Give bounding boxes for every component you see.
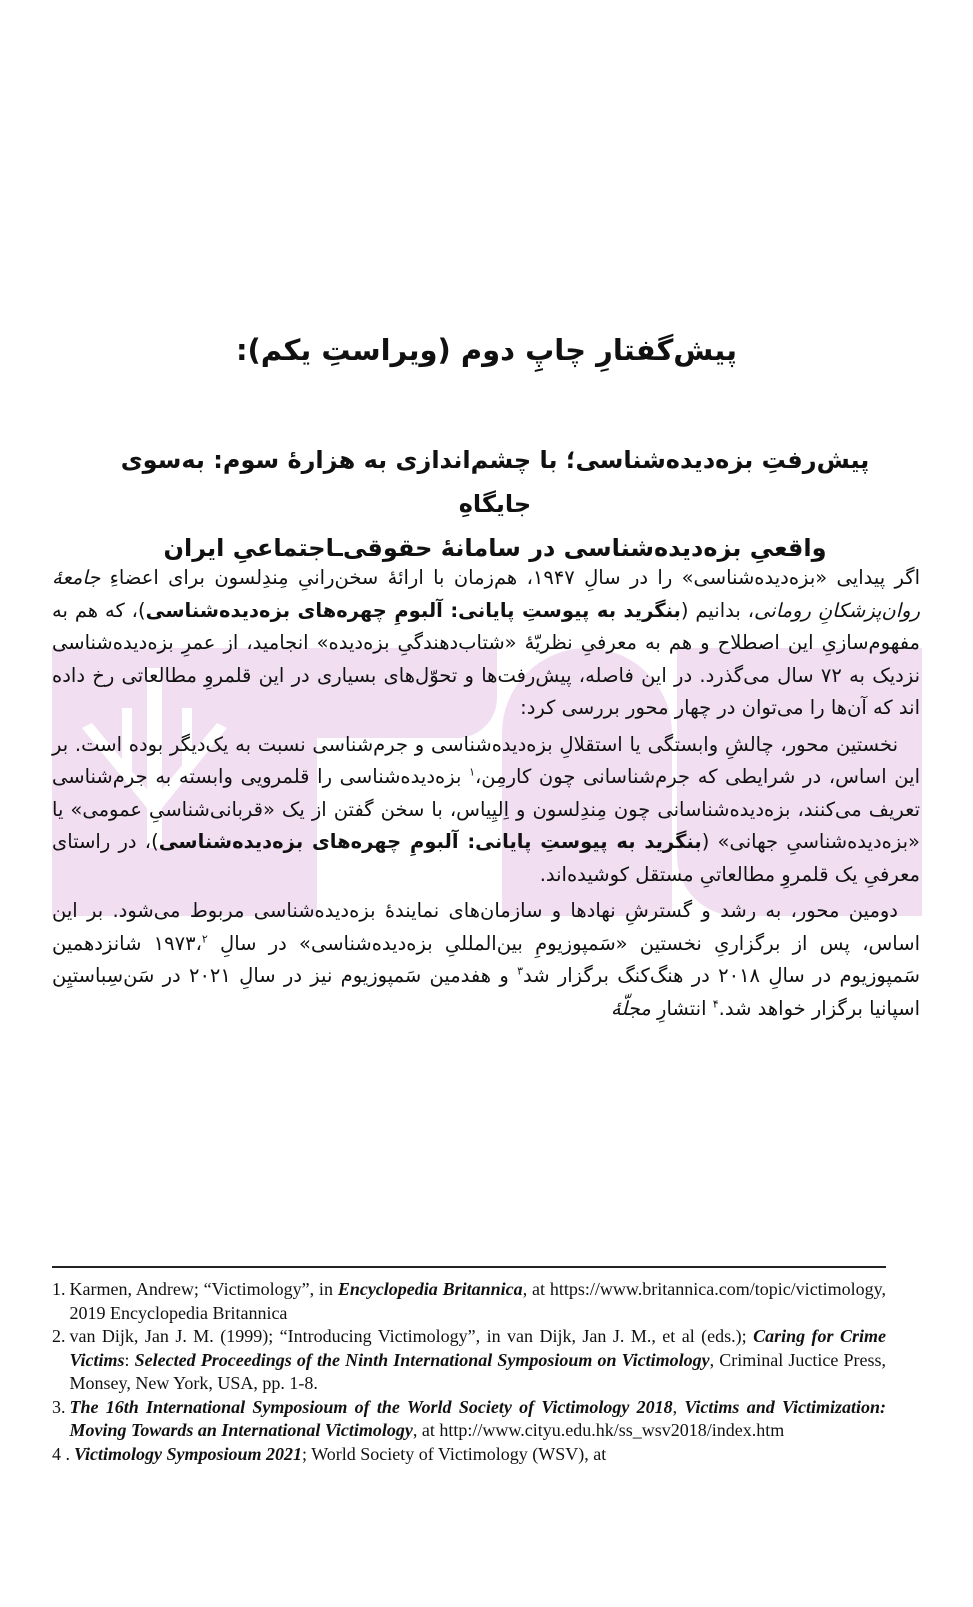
paragraph-3: دومین محور، به رشد و گسترشِ نهادها و سازمان‌های نمایندهٔ بزه‌دیده‌شناسی مربوط می‌شود. بر این اساس، پس از برگزاریِ نخستین «سَمپوزیومِ بین‌المللیِ بزه‌دیده‌شناسی» در سالِ ۱۹۷۳،$^۲$ شانزدهمین سَمپوزیوم در سالِ ۲۰۱۸ در هنگ‌کنگ برگزار شد$^۳$ و هفدمین سَمپوزیوم نیز در سالِ ۲۰۲۱ در سَن‌سِباستیِن اسپانیا برگزار خواهد شد.$^۴$ انتشارِ مجلّهٔ <box>52 899 921 1020</box>
footnote-4: 4 . Victimology Symposioum 2021; World Society of Victimology (WSV), at <box>52 1443 886 1467</box>
footnote-2: 2. van Dijk, Jan J. M. (1999); “Introducing Victimology”, in van Dijk, Jan J. M., et al (eds.); Caring for Crime Victims: Selected Proceedings of the Ninth International Symposioum on Victimology, Criminal Juctice Press, Monsey, New York, USA, pp. 1-8. <box>52 1325 886 1396</box>
footnote-number: 3. <box>52 1396 66 1417</box>
footnote-number: 2. <box>52 1326 66 1346</box>
footnotes <box>52 1278 886 1466</box>
paragraph-1: اگر پیدایی «بزه‌دیده‌شناسی» را در سالِ ۱۹۴۷، هم‌زمان با ارائهٔ سخن‌رانیِ مِندِلسون برای اعضاءِ جامعهٔ روان‌پزشکانِ رومانی، بدانیم (بنگرید به پیوستِ پایانی: آلبومِ چهره‌های بزه‌دیده‌شناسی)، که هم به مفهوم‌سازیِ این اصطلاح و هم به معرفیِ نظریّهٔ «شتاب‌دهندگیِ بزه‌دیده» انجامید، از عمرِ بزه‌دیده‌شناسی نزدیک به ۷۲ سال می‌گذرد. در این فاصله، پیش‌رفت‌ها و تحوّل‌های بسیاری در این قلمروِ مطالعاتی رخ داده اند که آن‌ها را می‌توان در چهار محور بررسی کرد: <box>52 566 921 719</box>
footnote-ref-2[interactable]: ۲ <box>201 932 208 945</box>
footnote-ref-4[interactable]: ۴ <box>712 997 719 1010</box>
appendix-reference: بنگرید به پیوستِ پایانی: آلبومِ چهره‌های بزه‌دیده‌شناسی <box>145 598 681 622</box>
footnote-ref-1[interactable]: ۱ <box>469 765 476 779</box>
footnote-3: 3. The 16th International Symposioum of the World Society of Victimology 2018, Victims and Victimization: Moving Towards an International Victimology, at http://www.cityu.edu.hk/ss_wsv2018/index.htm <box>52 1396 886 1443</box>
section-title-line-1: پیش‌رفتِ بزه‌دیده‌شناسی؛ با چشم‌اندازی به هزارهٔ سوم: به‌سوی جایگاهِ <box>120 446 870 518</box>
footnote-number: 4 . <box>52 1443 70 1464</box>
footnote-ref-3[interactable]: ۳ <box>517 964 523 978</box>
body-text <box>52 562 920 1025</box>
journal-name-italic: جامعهٔ روان‌پزشکانِ رومانی <box>52 566 920 622</box>
footnote-number: 1. <box>52 1279 66 1299</box>
section-title-line-2: واقعیِ بزه‌دیده‌شناسی در سامانهٔ حقوقی‌ـاجتماعیِ ایران <box>163 534 827 562</box>
footnote-1: 1. Karmen, Andrew; “Victimology”, in Encyclopedia Britannica, at https://www.britannica.com/topic/victimology, 2019 Encyclopedia Britannica <box>52 1278 886 1325</box>
footnote-separator <box>52 1266 886 1268</box>
chapter-title: پیش‌گفتارِ چاپِ دوم (ویراستِ یکم): <box>235 333 738 367</box>
paragraph-2: نخستین محور، چالشِ وابستگی یا استقلالِ بزه‌دیده‌شناسی و جرم‌شناسی نسبت به یک‌دیگر بوده است. بر این اساس، در شرایطی که جرم‌شناسانی چون کارمِن،$^۱$ بزه‌دیده‌شناسی را قلمرویی وابسته به جرم‌شناسی تعریف می‌کنند، بزه‌دیده‌شناسانی چون مِندِلسون و اِلیِیاس، با سخن گفتن از یک «قربانی‌شناسیِ عمومی» یا «بزه‌دیده‌شناسیِ جهانی» (بنگرید به پیوستِ پایانی: آلبومِ چهره‌های بزه‌دیده‌شناسی)، در راستای معرفیِ یک قلمروِ مطالعاتیِ مستقل کوشیده‌اند. <box>52 732 920 886</box>
appendix-reference: بنگرید به پیوستِ پایانی: آلبومِ چهره‌های بزه‌دیده‌شناسی <box>158 830 702 853</box>
section-title <box>90 438 900 570</box>
